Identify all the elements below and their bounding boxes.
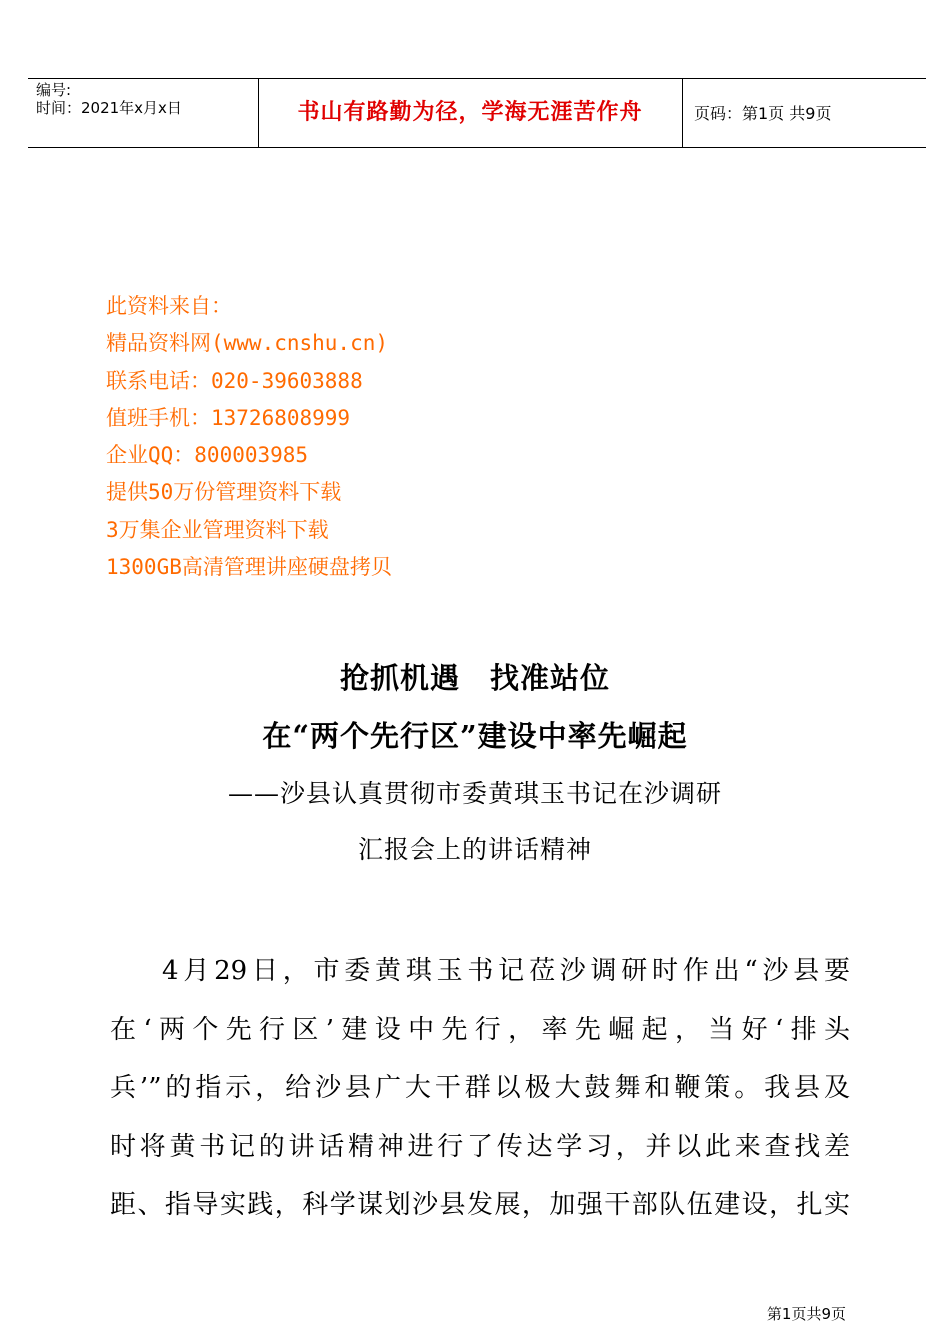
page-footer: 第1页共9页 xyxy=(766,1305,846,1323)
source-line: 联系电话：020-39603888 xyxy=(106,368,363,393)
article-subtitle-line1: ——沙县认真贯彻市委黄琪玉书记在沙调研 xyxy=(227,779,722,808)
body-line: 4月29日，市委黄琪玉书记莅沙调研时作出“沙县要 xyxy=(162,956,850,986)
page-header xyxy=(28,78,926,148)
body-line: 在‘两个先行区’建设中先行，率先崛起，当好‘排头 xyxy=(110,1014,850,1045)
body-line: 时将黄书记的讲话精神进行了传达学习，并以此来查找差 xyxy=(110,1131,850,1162)
body-line: 距、指导实践，科学谋划沙县发展，加强干部队伍建设，扎实 xyxy=(110,1190,850,1220)
source-line: 此资料来自： xyxy=(106,294,232,318)
header-motto: 书山有路勤为径，学海无涯苦作舟 xyxy=(297,100,643,125)
header-meta xyxy=(36,81,182,117)
body-line: 兵’”的指示，给沙县广大干群以极大鼓舞和鞭策。我县及 xyxy=(110,1073,850,1103)
document-number-label: 编号: xyxy=(36,81,72,99)
article-subtitle-line2: 汇报会上的讲话精神 xyxy=(357,835,592,864)
source-line: 1300GB高清管理讲座硬盘拷贝 xyxy=(106,555,392,580)
source-line: 精品资料网(www.cnshu.cn) xyxy=(106,331,389,356)
source-line: 值班手机：13726808999 xyxy=(106,405,351,430)
header-page-info: 页码：第1页 共9页 xyxy=(694,104,832,123)
source-line: 企业QQ：800003985 xyxy=(106,443,309,468)
document-time-label: 时间：2021年x月x日 xyxy=(36,99,182,117)
article-title-line1: 抢抓机遇 找准站位 xyxy=(339,661,610,695)
header-divider xyxy=(682,79,683,147)
source-info-block xyxy=(106,288,392,586)
article-body xyxy=(110,942,850,1235)
source-line: 提供50万份管理资料下载 xyxy=(106,480,342,505)
source-line: 3万集企业管理资料下载 xyxy=(106,517,329,542)
article-title-line2: 在“两个先行区”建设中率先崛起 xyxy=(262,719,688,753)
